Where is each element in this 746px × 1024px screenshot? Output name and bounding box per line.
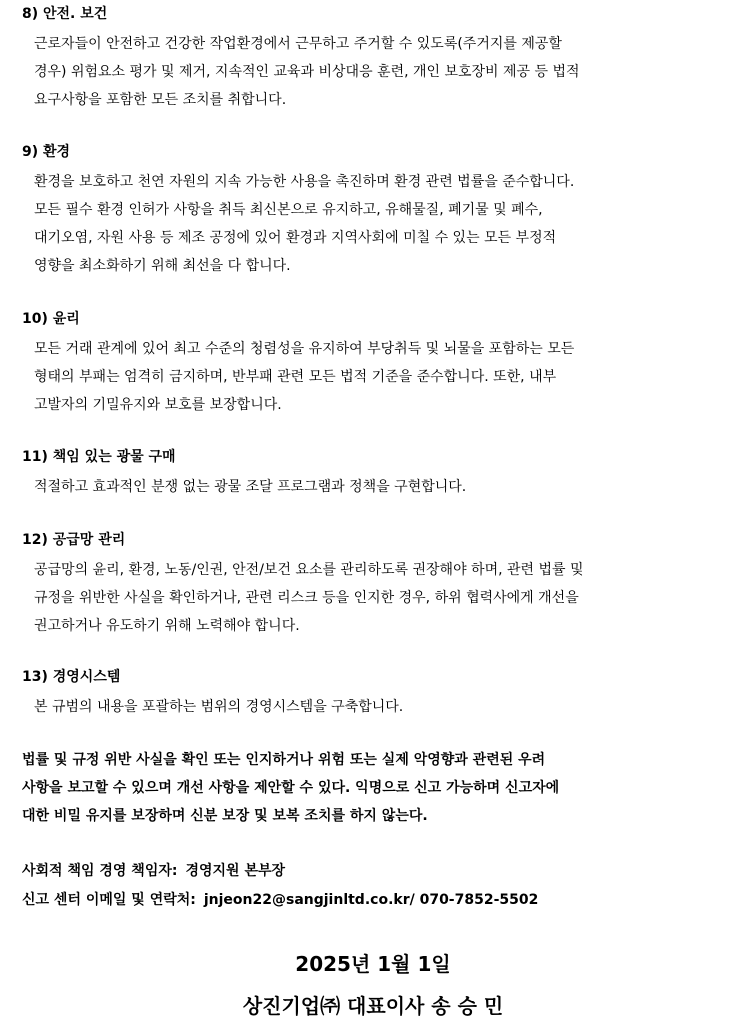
report-center-line bbox=[22, 886, 538, 914]
body-line: 공급망의 윤리, 환경, 노동/인권, 안전/보건 요소를 관리하도록 권장해야 하며, 관련 법률 및 bbox=[34, 562, 584, 578]
csr-officer-value: 경영지원 본부장 bbox=[185, 863, 286, 879]
section-body bbox=[34, 168, 722, 280]
section-responsible-minerals bbox=[22, 447, 722, 501]
section-heading: 10) 윤리 bbox=[22, 311, 80, 327]
section-supply-chain bbox=[22, 530, 722, 640]
section-body bbox=[34, 473, 722, 501]
section-body bbox=[34, 556, 722, 640]
reporting-notice bbox=[22, 746, 722, 830]
body-line: 요구사항을 포함한 모든 조치를 취합니다. bbox=[34, 92, 287, 108]
body-line: 적절하고 효과적인 분쟁 없는 광물 조달 프로그램과 정책을 구현합니다. bbox=[34, 479, 467, 495]
section-heading: 11) 책임 있는 광물 구매 bbox=[22, 449, 176, 465]
section-safety-health bbox=[22, 4, 722, 114]
body-line: 규정을 위반한 사실을 확인하거나, 관련 리스크 등을 인지한 경우, 하위 협력사에게 개선을 bbox=[34, 590, 579, 606]
body-line: 형태의 부패는 엄격히 금지하며, 반부패 관련 모든 법적 기준을 준수합니다. 또한, 내부 bbox=[34, 369, 557, 385]
section-heading: 8) 안전. 보건 bbox=[22, 6, 108, 22]
body-line: 경우) 위험요소 평가 및 제거, 지속적인 교육과 비상대응 훈련, 개인 보호장비 제공 등 법적 bbox=[34, 64, 580, 80]
body-line: 모든 필수 환경 인허가 사항을 취득 최신본으로 유지하고, 유해물질, 폐기물 및 폐수, bbox=[34, 202, 543, 218]
section-heading: 13) 경영시스템 bbox=[22, 669, 121, 685]
section-environment bbox=[22, 142, 722, 280]
body-line: 근로자들이 안전하고 건강한 작업환경에서 근무하고 주거할 수 있도록(주거지를 제공할 bbox=[34, 36, 562, 52]
section-body bbox=[34, 693, 722, 721]
body-line: 모든 거래 관계에 있어 최고 수준의 청렴성을 유지하여 부당취득 및 뇌물을 포함하는 모든 bbox=[34, 341, 575, 357]
csr-officer-label: 사회적 책임 경영 책임자: bbox=[22, 863, 178, 879]
section-body bbox=[34, 335, 722, 419]
body-line: 권고하거나 유도하기 위해 노력해야 합니다. bbox=[34, 618, 300, 634]
section-heading: 12) 공급망 관리 bbox=[22, 532, 126, 548]
section-heading: 9) 환경 bbox=[22, 144, 71, 160]
company-signature: 상진기업㈜ 대표이사 송 승 민 bbox=[242, 994, 504, 1018]
section-ethics bbox=[22, 309, 722, 419]
report-center-label: 신고 센터 이메일 및 연락처: bbox=[22, 892, 196, 908]
notice-line: 대한 비밀 유지를 보장하며 신분 보장 및 보복 조치를 하지 않는다. bbox=[22, 808, 428, 824]
csr-officer-line bbox=[22, 857, 285, 885]
body-line: 대기오염, 자원 사용 등 제조 공정에 있어 환경과 지역사회에 미칠 수 있는 모든 부정적 bbox=[34, 230, 557, 246]
document-date: 2025년 1월 1일 bbox=[295, 952, 451, 976]
report-center-contact: jnjeon22@sangjinltd.co.kr/ 070-7852-5502 bbox=[203, 892, 539, 908]
notice-line: 사항을 보고할 수 있으며 개선 사항을 제안할 수 있다. 익명으로 신고 가능하며 신고자에 bbox=[22, 780, 560, 796]
section-management-system bbox=[22, 667, 722, 721]
section-body bbox=[34, 30, 722, 114]
body-line: 영향을 최소화하기 위해 최선을 다 합니다. bbox=[34, 258, 291, 274]
body-line: 고발자의 기밀유지와 보호를 보장합니다. bbox=[34, 397, 282, 413]
notice-line: 법률 및 규정 위반 사실을 확인 또는 인지하거나 위험 또는 실제 악영향과 관련된 우려 bbox=[22, 752, 546, 768]
body-line: 본 규범의 내용을 포괄하는 범위의 경영시스템을 구축합니다. bbox=[34, 699, 404, 715]
body-line: 환경을 보호하고 천연 자원의 지속 가능한 사용을 촉진하며 환경 관련 법률을 준수합니다. bbox=[34, 174, 575, 190]
